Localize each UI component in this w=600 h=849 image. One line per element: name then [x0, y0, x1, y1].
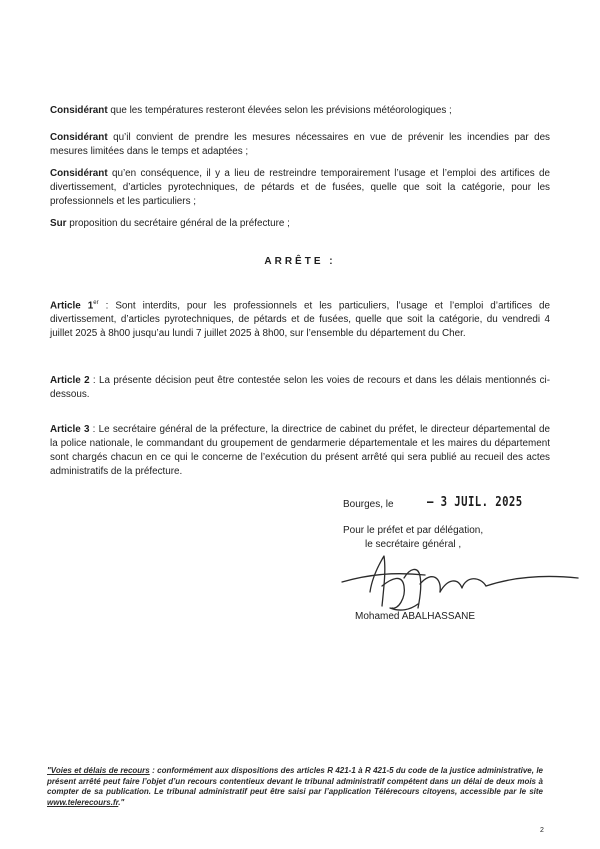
considerant-text: qu’il convient de prendre les mesures nécessaires en vue de prévenir les incendies par des mesures limitées dans le temps et adaptées ; [50, 132, 550, 157]
article-sep: : [98, 300, 116, 312]
considerant-text: qu’en conséquence, il y a lieu de restreindre temporairement l’usage et l’emploi des artifices de divertissement, d’articles pyrotechniques, de pétards et de fusées, quelle que soit la catégorie, pour les professionnels et les particuliers ; [50, 168, 550, 207]
footnote-body: conformément aux dispositions des articles R 421-1 à R 421-5 du code de la justice administrative, le présent arrêté peut faire l’objet d’un recours contentieux devant le tribunal administratif compétent dans un délai de deux mois à compter de sa publication. Le tribunal administratif peut être saisi par l’application Télérecours citoyens, accessible par le site [47, 766, 543, 796]
footnote-title: "Voies et délais de recours [47, 766, 150, 775]
keyword: Considérant [50, 105, 108, 116]
keyword: Sur [50, 218, 67, 229]
page-number: 2 [540, 827, 544, 834]
article-sep: : [89, 424, 99, 435]
footnote-end: ." [118, 797, 125, 807]
article-2 [50, 374, 550, 402]
considerant-text: que les températures resteront élevées selon les prévisions météorologiques ; [107, 105, 452, 116]
considerant-text: proposition du secrétaire général de la préfecture ; [66, 218, 290, 229]
considerant-consequence [50, 167, 550, 209]
date-stamp: – 3 JUIL. 2025 [427, 495, 523, 510]
telerecours-link[interactable]: www.telerecours.fr [47, 797, 119, 807]
article-sep: : [89, 375, 100, 386]
considerant-temperatures [50, 104, 550, 118]
article-label: Article 2 [50, 375, 90, 386]
considerant-prevention [50, 131, 550, 159]
delegation-line-1: Pour le préfet et par délégation, [343, 525, 484, 536]
handwritten-signature [340, 548, 600, 618]
keyword: Considérant [50, 168, 108, 179]
article-text: Le secrétaire général de la préfecture, la directrice de cabinet du préfet, le directeur départemental de la police nationale, le commandant du groupement de gendarmerie départementale et les maires du département sont chargés chacun en ce qui le concerne de l’exécution du présent arrêté qui sera publié au recueil des actes administratifs de la préfecture. [50, 424, 550, 477]
article-text: Sont interdits, pour les professionnels et les particuliers, l’usage et l’emploi d’artifices de divertissement, d’articles pyrotechniques, de pétards et de fusées, quelle que soit la catégorie, du vendredi 4 juillet 2025 à 8h00 jusqu’au lundi 7 juillet 2025 à 8h00, sur l’ensemble du département du Cher. [50, 300, 550, 340]
article-1 [50, 296, 550, 341]
arrete-title: ARRÊTE : [264, 256, 336, 267]
article-text: La présente décision peut être contestée selon les voies de recours et dans les délais mentionnés ci-dessous. [50, 375, 550, 400]
signature-place: Bourges, le [343, 499, 394, 510]
footnote-sep: : [149, 766, 158, 775]
article-sup: er [93, 300, 99, 306]
signatory-name: Mohamed ABALHASSANE [355, 611, 476, 622]
article-label: Article 3 [50, 424, 90, 435]
article-label: Article 1 [50, 300, 94, 312]
keyword: Considérant [50, 132, 108, 143]
proposition-line [50, 217, 550, 231]
article-3 [50, 423, 550, 479]
delegation-line-2: le secrétaire général , [365, 539, 462, 550]
recourse-footnote [47, 766, 543, 808]
